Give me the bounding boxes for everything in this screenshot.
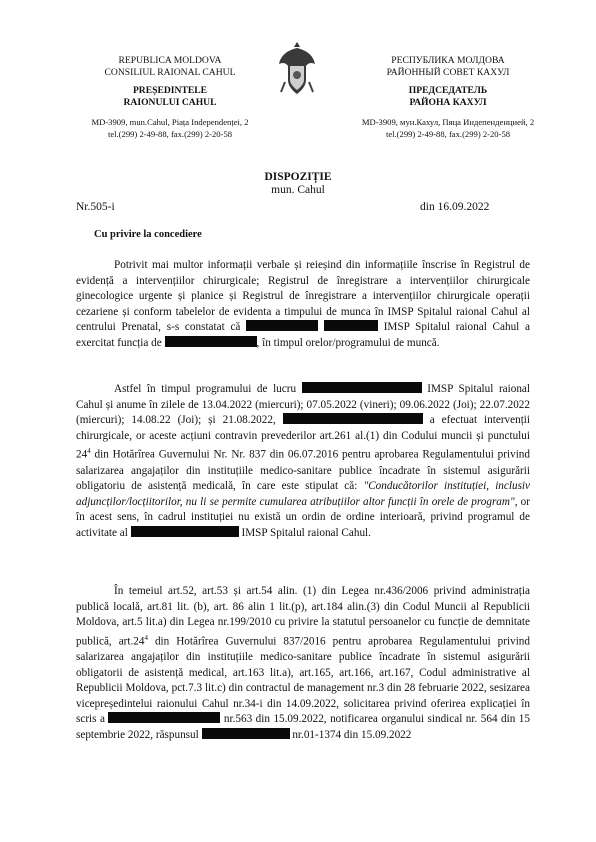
header-right xyxy=(338,55,558,140)
p2-text-d: din Hotărîrea Guvernului Nr. Nr. 837 din 06.07.2016 pentru aprobarea Regulamentului privind salarizarea angajaților din instituțiile medico-sanitare publice încadrate în sistemul asigurării obligatoriu de asistență medicală, în care este stipulat că: xyxy=(76,449,530,493)
header-right-address: MD-3909, мун.Кахул, Пяца Индепенденцией, 2 xyxy=(361,117,535,127)
p1-text-a: Potrivit mai multor informații verbale și reieșind din informațiile înscrise în Registrul de evidență a intervențiilor chirurgicale; Registrul de înregistrare a intervențiilor chirurgicale ginecologice urgente și planice și Registrul de înregistrare a intervențiilor chirurgicale operații cezariene și conform tabelelor de evidenta a timpului de munca în IMSP Spitalul raional Cahul al centrului Prenatal, s-s constatat că xyxy=(76,259,530,334)
header-right-council: РАЙОННЫЙ СОВЕТ КАХУЛ xyxy=(386,67,510,78)
p2-sup: 4 xyxy=(87,447,91,456)
document-subject: Cu privire la concediere xyxy=(94,229,202,240)
p3-text-d: nr.01-1374 din 15.09.2022 xyxy=(292,729,412,742)
redaction xyxy=(324,320,378,331)
p3-sup: 4 xyxy=(144,633,148,642)
header-left xyxy=(70,55,270,140)
redaction xyxy=(246,320,318,331)
header-right-president: ПРЕДСЕДАТЕЛЬ xyxy=(408,85,488,96)
header-right-district: РАЙОНА КАХУЛ xyxy=(409,97,487,108)
p2-quote: "Conducătorilor instituției, inclusiv adjuncților/locțiitorilor, nu li se permite cumularea atribuțiilor altor funcții în orele de program" xyxy=(76,480,530,508)
p3-text-a: În temeiul art.52, art.53 și art.54 alin. (1) din Legea nr.436/2006 privind administrația publică locală, art.81 lit. (b), art. 86 alin 1 lit.(p), art.184 alin.(3) din Codul Muncii al Republicii Moldova, art.5 lit.a) din Legea nr.199/2010 cu privire la statutul persoanelor cu funcție de demnitate publică, art.24 xyxy=(76,585,530,648)
header-left-country: REPUBLICA MOLDOVA xyxy=(118,55,222,66)
redaction xyxy=(131,526,239,537)
p1-text-b: IMSP Spitalul raional Cahul a exercitat funcția de xyxy=(76,321,531,349)
header-left-district: RAIONULUI CAHUL xyxy=(123,97,217,108)
document-title: DISPOZIȚIE xyxy=(264,171,332,183)
header-right-country: РЕСПУБЛИКА МОЛДОВА xyxy=(391,55,505,66)
document-title-block xyxy=(0,171,596,197)
header-left-phone: tel.(299) 2-49-88, fax.(299) 2-20-58 xyxy=(107,129,233,139)
redaction xyxy=(302,382,422,393)
document-number: Nr.505-i xyxy=(76,201,115,213)
header-left-council: CONSILIUL RAIONAL CAHUL xyxy=(104,67,236,78)
p2-text-e: , or în acest sens, în cadrul instituției nu există un ordin de ordine interioară, privind programul de activitate al xyxy=(76,495,531,540)
header-left-address: MD-3909, mun.Cahul, Piața Independenței, 2 xyxy=(91,117,249,127)
redaction xyxy=(202,728,290,739)
paragraph-3 xyxy=(76,584,530,744)
document-date: din 16.09.2022 xyxy=(420,201,490,213)
document-place: mun. Cahul xyxy=(271,184,325,196)
p3-text-c: nr.563 din 15.09.2022, notificarea organului sindical nr. 564 din 15 septembrie 2022, răspunsul xyxy=(76,713,530,742)
header-right-phone: tel.(299) 2-49-88, fax.(299) 2-20-58 xyxy=(385,129,511,139)
paragraph-1 xyxy=(76,258,530,352)
p2-text-f: IMSP Spitalul raional Cahul. xyxy=(241,527,371,540)
p3-text-b: din Hotărîrea Guvernului 837/2016 pentru aprobarea Regulamentului privind salarizarea angajaților din instituțiile medico-sanitare publice încadrate în sistemul asigurării obligatorii de asistență medical, art.163 lit.a), art.165, art.166, art.167, Codul administrative al Republicii Moldova, pct.7.3 lit.c) din contractul de management nr.3 din 28 februarie 2022, sesizarea vicepreședintelui raionului Cahul nr.34-i din 14.09.2022, solicitarea privind oferirea explicației în scris a xyxy=(76,635,530,726)
p2-text-a: Astfel în timpul programului de lucru xyxy=(114,383,297,395)
redaction xyxy=(165,336,257,347)
p2-text-c: a efectuat intervenții chirurgicale, or aceste acțiuni contravin prevederilor art.261 al.(1) din Codului muncii și punctului 24 xyxy=(76,414,531,462)
paragraph-2 xyxy=(76,382,530,542)
coat-of-arms-icon xyxy=(277,40,317,98)
header-left-president: PREȘEDINTELE xyxy=(132,85,208,96)
redaction xyxy=(108,712,220,723)
p1-text-c: , în timpul orelor/programului de muncă. xyxy=(256,336,440,349)
p2-text-b: IMSP Spitalul raional Cahul și anume în zilele de 13.04.2022 (miercuri); 07.05.2022 (vineri); 09.06.2022 (Joi); 22.07.2022 (miercuri); 14.08.22 (Joi); și 21.08.2022, xyxy=(76,383,531,427)
redaction xyxy=(283,413,423,424)
